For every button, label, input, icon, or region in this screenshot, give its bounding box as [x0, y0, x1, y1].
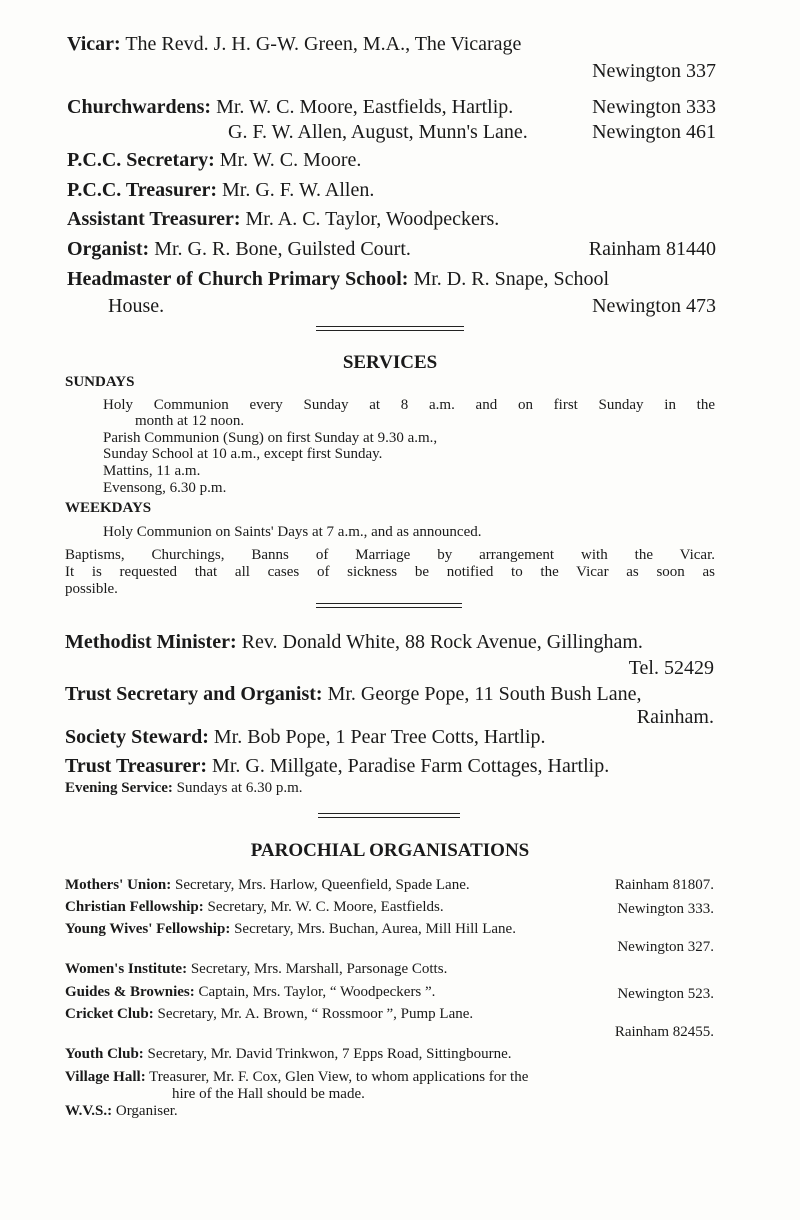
- assistant-treasurer-line: [67, 208, 499, 231]
- notice-sickness: It is requested that all cases of sickness be notified to the Vicar as soon as: [65, 564, 715, 580]
- christian-fellowship-label: Christian Fellowship:: [65, 899, 204, 915]
- trust-treasurer-text: Mr. G. Millgate, Paradise Farm Cottages, Hartlip.: [212, 755, 610, 777]
- christian-fellowship-line: [65, 899, 444, 916]
- guides-brownies-line: [65, 984, 435, 1001]
- evening-service-line: [65, 780, 303, 797]
- youth-club-label: Youth Club:: [65, 1046, 144, 1062]
- pcc-treasurer-text: Mr. G. F. W. Allen.: [222, 179, 375, 201]
- organist-phone: Rainham 81440: [588, 238, 716, 260]
- headmaster-text: Mr. D. R. Snape, School: [413, 268, 610, 290]
- trust-secretary-label: Trust Secretary and Organist:: [65, 683, 323, 705]
- assistant-treasurer-label: Assistant Treasurer:: [67, 208, 241, 230]
- pcc-treasurer-label: P.C.C. Treasurer:: [67, 179, 217, 201]
- vicar-line: [67, 33, 521, 56]
- christian-fellowship-text: Secretary, Mr. W. C. Moore, Eastfields.: [207, 899, 444, 915]
- youth-club-text: Secretary, Mr. David Trinkwon, 7 Epps Road, Sittingbourne.: [147, 1046, 512, 1062]
- guides-brownies-phone: Newington 523.: [617, 986, 714, 1002]
- service-holy-communion-cont: month at 12 noon.: [135, 413, 245, 429]
- wvs-line: [65, 1103, 178, 1120]
- christian-fellowship-phone: Newington 333.: [617, 901, 714, 917]
- assistant-treasurer-text: Mr. A. C. Taylor, Woodpeckers.: [245, 208, 500, 230]
- village-hall-line: [65, 1069, 528, 1086]
- notice-sickness-cont: possible.: [65, 581, 118, 597]
- service-mattins: Mattins, 11 a.m.: [103, 463, 201, 479]
- wvs-label: W.V.S.:: [65, 1103, 113, 1119]
- trust-secretary-line: [65, 683, 641, 706]
- wvs-text: Organiser.: [115, 1103, 178, 1119]
- village-hall-label: Village Hall:: [65, 1069, 146, 1085]
- society-steward-label: Society Steward:: [65, 726, 209, 748]
- service-sunday-school: Sunday School at 10 a.m., except first Sunday.: [103, 446, 383, 462]
- evening-service-label: Evening Service:: [65, 780, 173, 796]
- pcc-secretary-text: Mr. W. C. Moore.: [219, 149, 362, 171]
- cricket-club-line: [65, 1006, 473, 1023]
- service-evensong: Evensong, 6.30 p.m.: [103, 480, 227, 496]
- weekdays-heading: WEEKDAYS: [65, 500, 152, 516]
- churchwardens-line-1: [67, 96, 513, 119]
- trust-treasurer-label: Trust Treasurer:: [65, 755, 208, 777]
- youth-club-line: [65, 1046, 512, 1063]
- headmaster-phone: Newington 473: [592, 295, 716, 317]
- mothers-union-phone: Rainham 81807.: [614, 877, 714, 893]
- pcc-treasurer-line: [67, 179, 374, 202]
- young-wives-label: Young Wives' Fellowship:: [65, 921, 231, 937]
- methodist-minister-phone: Tel. 52429: [628, 657, 714, 679]
- guides-brownies-text: Captain, Mrs. Taylor, “ Woodpeckers ”.: [198, 984, 436, 1000]
- guides-brownies-label: Guides & Brownies:: [65, 984, 195, 1000]
- organist-label: Organist:: [67, 238, 150, 260]
- young-wives-line: [65, 921, 516, 938]
- cricket-club-label: Cricket Club:: [65, 1006, 154, 1022]
- village-hall-text: Treasurer, Mr. F. Cox, Glen View, to whom applications for the: [149, 1069, 529, 1085]
- churchwardens-label: Churchwardens:: [67, 96, 212, 118]
- methodist-minister-text: Rev. Donald White, 88 Rock Avenue, Gillingham.: [241, 631, 643, 653]
- pcc-secretary-label: P.C.C. Secretary:: [67, 149, 215, 171]
- womens-institute-text: Secretary, Mrs. Marshall, Parsonage Cotts.: [190, 961, 448, 977]
- service-saints-days: Holy Communion on Saints' Days at 7 a.m., and as announced.: [103, 524, 482, 540]
- womens-institute-label: Women's Institute:: [65, 961, 188, 977]
- cricket-club-phone: Rainham 82455.: [614, 1024, 714, 1040]
- womens-institute-line: [65, 961, 447, 978]
- pcc-secretary-line: [67, 149, 361, 172]
- vicar-phone: Newington 337: [592, 60, 716, 82]
- organist-line: [67, 238, 411, 261]
- notice-baptisms: Baptisms, Churchings, Banns of Marriage by arrangement with the Vicar.: [65, 547, 715, 563]
- headmaster-continuation: House.: [108, 295, 165, 317]
- churchwarden-2: G. F. W. Allen, August, Munn's Lane.: [228, 121, 528, 143]
- organist-text: Mr. G. R. Bone, Guilsted Court.: [154, 238, 411, 260]
- sundays-heading: SUNDAYS: [65, 374, 135, 390]
- trust-treasurer-line: [65, 755, 609, 778]
- service-holy-communion: Holy Communion every Sunday at 8 a.m. and on first Sunday in the: [103, 397, 715, 413]
- cricket-club-text: Secretary, Mr. A. Brown, “ Rossmoor ”, Pump Lane.: [157, 1006, 474, 1022]
- services-title: SERVICES: [342, 352, 438, 373]
- evening-service-text: Sundays at 6.30 p.m.: [176, 780, 303, 796]
- trust-secretary-continuation: Rainham.: [636, 706, 714, 728]
- young-wives-phone: Newington 327.: [617, 939, 714, 955]
- organisations-title: PAROCHIAL ORGANISATIONS: [250, 840, 530, 861]
- churchwarden-2-phone: Newington 461: [592, 121, 716, 143]
- divider-1: [316, 326, 464, 331]
- mothers-union-label: Mothers' Union:: [65, 877, 172, 893]
- headmaster-label: Headmaster of Church Primary School:: [67, 268, 409, 290]
- churchwarden-1: Mr. W. C. Moore, Eastfields, Hartlip.: [216, 96, 514, 118]
- village-hall-continuation: hire of the Hall should be made.: [172, 1086, 365, 1102]
- mothers-union-line: [65, 877, 470, 894]
- divider-2: [316, 603, 462, 608]
- society-steward-text: Mr. Bob Pope, 1 Pear Tree Cotts, Hartlip.: [213, 726, 546, 748]
- vicar-text: The Revd. J. H. G-W. Green, M.A., The Vicarage: [125, 33, 522, 55]
- methodist-minister-line: [65, 631, 643, 654]
- methodist-minister-label: Methodist Minister:: [65, 631, 237, 653]
- service-parish-communion: Parish Communion (Sung) on first Sunday at 9.30 a.m.,: [103, 430, 438, 446]
- young-wives-text: Secretary, Mrs. Buchan, Aurea, Mill Hill Lane.: [234, 921, 516, 937]
- divider-3: [318, 813, 460, 818]
- mothers-union-text: Secretary, Mrs. Harlow, Queenfield, Spade Lane.: [175, 877, 470, 893]
- churchwarden-1-phone: Newington 333: [592, 96, 716, 118]
- society-steward-line: [65, 726, 546, 749]
- vicar-label: Vicar:: [67, 33, 121, 55]
- headmaster-line: [67, 268, 609, 291]
- trust-secretary-text: Mr. George Pope, 11 South Bush Lane,: [327, 683, 642, 705]
